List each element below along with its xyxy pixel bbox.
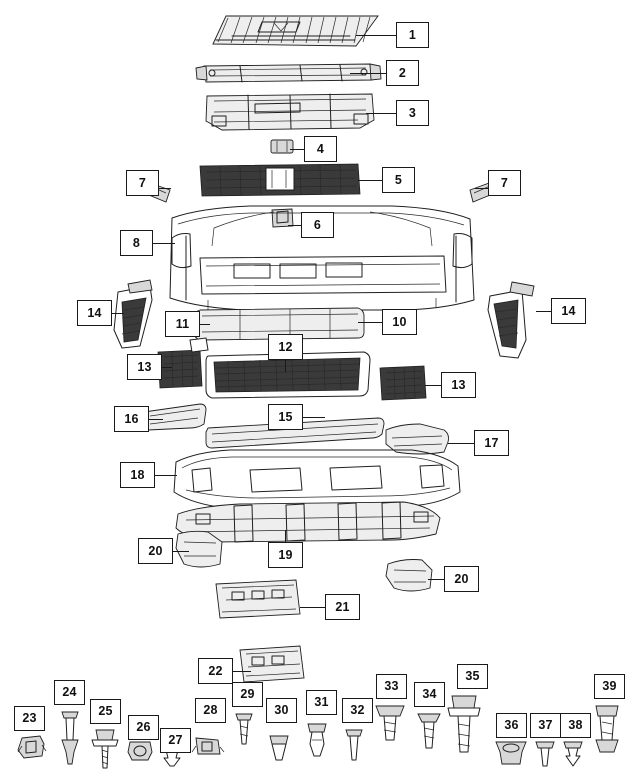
leader-line-15: [303, 417, 325, 418]
leader-line-1: [356, 35, 396, 36]
leader-line-19: [285, 530, 286, 542]
fastener-39-stud-clip: [596, 706, 618, 752]
part-20-tow-hook-cover-right: [386, 560, 432, 592]
leader-line-21: [300, 607, 325, 608]
part-13-grille-insert-right: [380, 366, 426, 400]
callout-13-right[interactable]: 13: [441, 372, 476, 398]
leader-line-16: [149, 419, 163, 420]
callout-21[interactable]: 21: [325, 594, 360, 620]
fastener-32-pin-retainer: [346, 730, 362, 760]
callout-7-right[interactable]: 7: [488, 170, 521, 196]
callout-14-right[interactable]: 14: [551, 298, 586, 324]
leader-line-10: [358, 322, 382, 323]
fastener-29-push-rivet: [236, 714, 252, 744]
fastener-23-u-nut-clip: [18, 736, 46, 758]
fastener-38-tree-clip-small: [564, 742, 582, 766]
callout-11[interactable]: 11: [165, 311, 200, 337]
leader-line-3: [366, 113, 396, 114]
part-1-grille-upper-trim: [213, 16, 378, 46]
leader-line-14-left: [112, 313, 124, 314]
part-13-grille-insert-left: [158, 338, 208, 388]
fastener-25-hex-flange-bolt: [92, 730, 118, 768]
callout-19[interactable]: 19: [268, 542, 303, 568]
part-20-tow-hook-cover-left: [176, 531, 222, 567]
leader-line-20-right: [428, 579, 444, 580]
callout-12[interactable]: 12: [268, 334, 303, 360]
callout-16[interactable]: 16: [114, 406, 149, 432]
callout-34[interactable]: 34: [414, 682, 445, 707]
callout-36[interactable]: 36: [496, 713, 527, 738]
callout-15[interactable]: 15: [268, 404, 303, 430]
fastener-26-flange-nut: [128, 742, 152, 760]
callout-28[interactable]: 28: [195, 698, 226, 723]
leader-line-2: [350, 73, 386, 74]
part-14-fog-lamp-bezel-right: [488, 282, 534, 358]
callout-35[interactable]: 35: [457, 664, 488, 689]
leader-line-14-right: [536, 311, 551, 312]
leader-line-11: [200, 324, 210, 325]
callout-23[interactable]: 23: [14, 706, 45, 731]
leader-line-8: [153, 243, 175, 244]
part-16-end-cap-left: [142, 404, 206, 430]
callout-6[interactable]: 6: [301, 212, 334, 238]
callout-37[interactable]: 37: [530, 713, 561, 738]
callout-25[interactable]: 25: [90, 699, 121, 724]
leader-line-5: [358, 180, 382, 181]
callout-20-left[interactable]: 20: [138, 538, 173, 564]
callout-30[interactable]: 30: [266, 698, 297, 723]
callout-20-right[interactable]: 20: [444, 566, 479, 592]
leader-line-4: [290, 149, 304, 150]
fastener-24-long-push-pin: [62, 712, 78, 764]
callout-27[interactable]: 27: [160, 728, 191, 753]
leader-line-12: [285, 360, 286, 372]
leader-line-22: [233, 671, 251, 672]
callout-29[interactable]: 29: [232, 682, 263, 707]
callout-39[interactable]: 39: [594, 674, 625, 699]
leader-line-18: [155, 475, 177, 476]
part-18-lower-air-dam: [174, 450, 460, 508]
leader-line-6: [288, 225, 301, 226]
callout-10[interactable]: 10: [382, 309, 417, 335]
callout-14-left[interactable]: 14: [77, 300, 112, 326]
callout-31[interactable]: 31: [306, 690, 337, 715]
callout-18[interactable]: 18: [120, 462, 155, 488]
callout-32[interactable]: 32: [342, 698, 373, 723]
part-3-radiator-support-upper: [206, 94, 374, 130]
callout-5[interactable]: 5: [382, 167, 415, 193]
callout-26[interactable]: 26: [128, 715, 159, 740]
part-21-license-plate-bracket-upper: [216, 580, 300, 618]
callout-8[interactable]: 8: [120, 230, 153, 256]
fastener-31-expanding-rivet: [308, 724, 326, 756]
fastener-33-large-push-pin: [376, 706, 404, 740]
fastener-34-screw-rivet: [418, 714, 440, 748]
part-5-upper-grille-insert: [200, 164, 360, 196]
callout-17[interactable]: 17: [474, 430, 509, 456]
callout-7-left[interactable]: 7: [126, 170, 159, 196]
callout-4[interactable]: 4: [304, 136, 337, 162]
callout-3[interactable]: 3: [396, 100, 429, 126]
leader-line-13-left: [162, 367, 172, 368]
leader-line-17: [448, 443, 474, 444]
fastener-28-square-nut-clip: [192, 738, 224, 754]
fastener-35-hex-bolt-long: [448, 696, 480, 752]
callout-24[interactable]: 24: [54, 680, 85, 705]
leader-line-20-left: [173, 551, 189, 552]
part-19-bumper-reinforcement-beam: [176, 502, 440, 542]
fastener-30-wedge-clip: [270, 736, 288, 760]
leader-line-7-right: [475, 188, 488, 189]
callout-33[interactable]: 33: [376, 674, 407, 699]
callout-1[interactable]: 1: [396, 22, 429, 48]
leader-line-13-right: [425, 385, 441, 386]
callout-22[interactable]: 22: [198, 658, 233, 684]
fastener-37-small-push-pin: [536, 742, 554, 766]
callout-2[interactable]: 2: [386, 60, 419, 86]
leader-line-7-left: [159, 188, 171, 189]
callout-38[interactable]: 38: [560, 713, 591, 738]
part-4-small-clip-bracket: [271, 140, 293, 153]
part-22-license-plate-bracket-lower: [240, 646, 304, 682]
fastener-36-grommet: [496, 742, 526, 764]
callout-13-left[interactable]: 13: [127, 354, 162, 380]
